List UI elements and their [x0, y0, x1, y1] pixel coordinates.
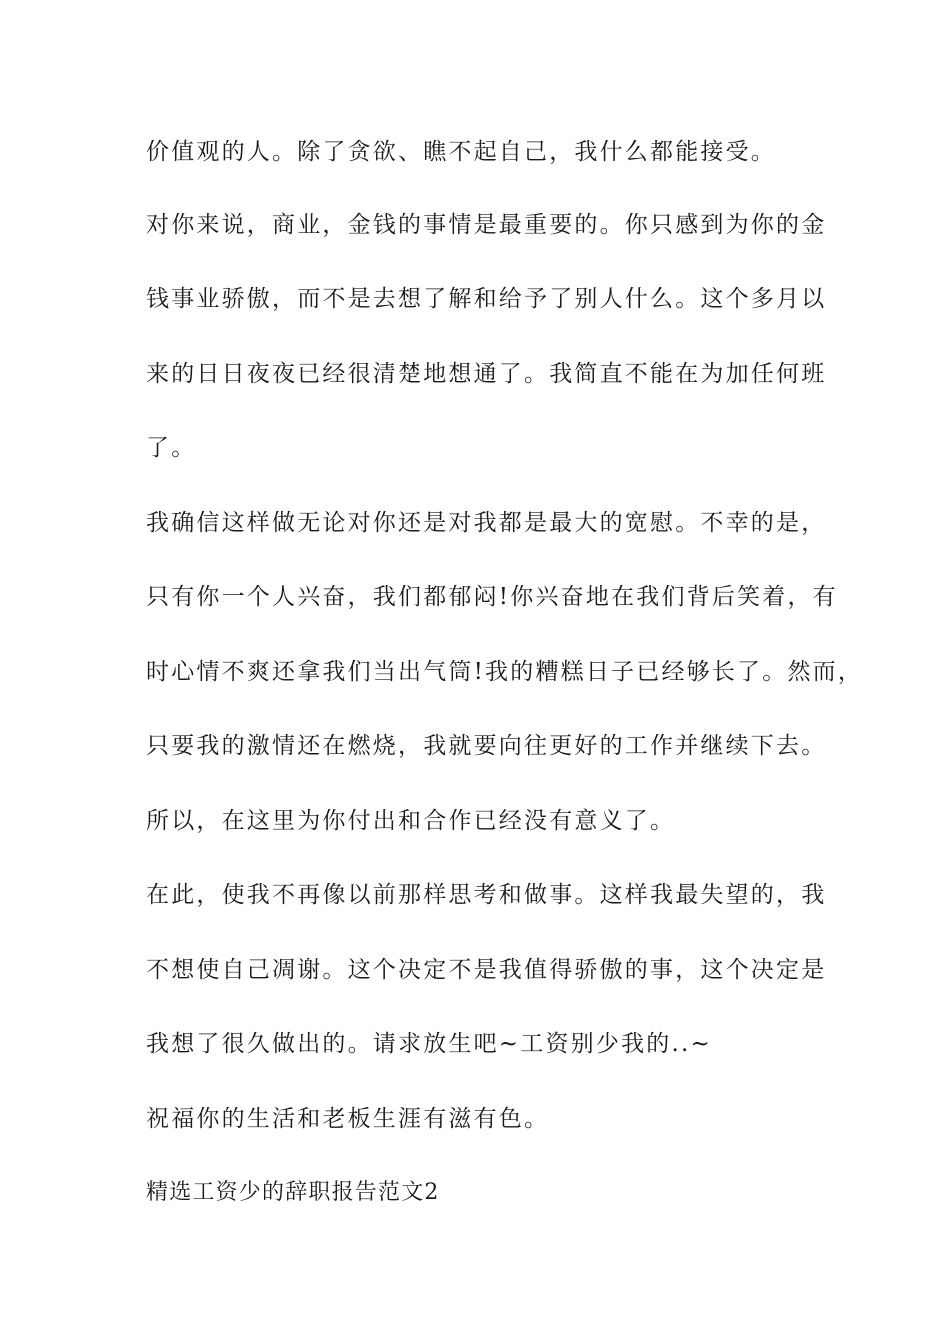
text-line-14: 祝福你的生活和老板生涯有滋有色。 — [146, 1106, 550, 1132]
section-heading: 精选工资少的辞职报告范文2 — [146, 1180, 440, 1205]
text-line-6: 我确信这样做无论对你还是对我都是最大的宽慰。不幸的是， — [146, 510, 827, 536]
text-line-8: 时心情不爽还拿我们当出气筒!我的糟糕日子已经够长了。然而， — [146, 659, 864, 685]
text-line-9: 只要我的激情还在燃烧，我就要向往更好的工作并继续下去。 — [146, 733, 827, 759]
text-line-10: 所以，在这里为你付出和合作已经没有意义了。 — [146, 808, 676, 834]
text-line-12: 不想使自己凋谢。这个决定不是我值得骄傲的事，这个决定是 — [146, 957, 827, 983]
text-line-2: 对你来说，商业，金钱的事情是最重要的。你只感到为你的金 — [146, 212, 827, 238]
text-line-1: 价值观的人。除了贪欲、瞧不起自己，我什么都能接受。 — [146, 139, 776, 165]
text-line-7: 只有你一个人兴奋，我们都郁闷!你兴奋地在我们背后笑着，有 — [146, 584, 838, 610]
text-line-13: 我想了很久做出的。请求放生吧~工资别少我的..~ — [146, 1031, 712, 1057]
text-line-3: 钱事业骄傲，而不是去想了解和给予了别人什么。这个多月以 — [146, 286, 827, 312]
text-line-11: 在此，使我不再像以前那样思考和做事。这样我最失望的，我 — [146, 882, 827, 908]
text-line-5: 了。 — [146, 435, 197, 461]
text-line-4: 来的日日夜夜已经很清楚地想通了。我简直不能在为加任何班 — [146, 361, 827, 387]
